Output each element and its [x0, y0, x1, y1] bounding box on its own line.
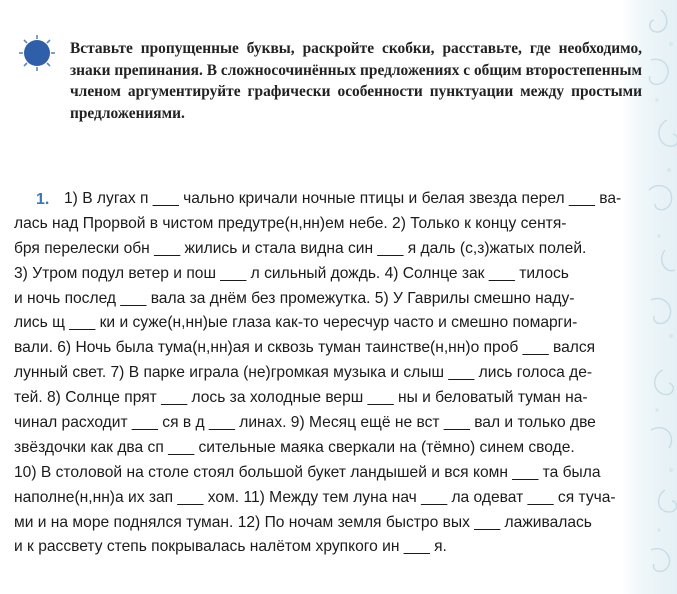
task-marker-icon — [18, 34, 56, 72]
task-instruction: Вставьте пропущенные буквы, раскройте скобки, расставьте, где необходимо, знаки препинания. В сложносочинённых предложениях с общим второстепенным членом аргументируйте графически особенности пунктуации между простыми предложениями. — [70, 40, 642, 122]
exercise-line: лунный свет. 7) В парке играла (не)громкая музыка и слыш ___ лись голоса де- — [14, 364, 593, 382]
exercise-line: 3) Утром подул ветер и пош ___ л сильный дождь. 4) Солнце зак ___ тилось — [14, 264, 569, 282]
exercise-text — [14, 187, 646, 560]
exercise-line: 1) В лугах п ___ чально кричали ночные птицы и белая звезда перел ___ ва- — [64, 190, 622, 207]
exercise-line: 10) В столовой на столе стоял большой букет ландышей и вся комн ___ та была — [14, 463, 601, 481]
exercise-line: наполне(н,нн)а их зап ___ хом. 11) Между тем луна нач ___ ла одеват ___ ся туча- — [14, 488, 616, 506]
exercise-line: бря перелески обн ___ жились и стала видна син ___ я даль (с,з)жатых полей. — [14, 239, 587, 257]
exercise-line: лись щ ___ ки и суже(н,нн)ые глаза как-то чересчур часто и смешно помарги- — [14, 314, 578, 332]
exercise-number: 1. — [36, 191, 50, 208]
exercise-line: и ночь послед ___ вала за днём без промежутка. 5) У Гаврилы смешно наду- — [14, 289, 575, 307]
exercise-line: и к рассвету степь покрывалась налётом хрупкого ин ___ я. — [14, 538, 447, 556]
exercise-line: звёздочки как два сп ___ сительные маяка сверкали на (тёмно) синем своде. — [14, 438, 575, 456]
exercise-line: чинал расходит ___ ся в д ___ линах. 9) Месяц ещё не вст ___ вал и только две — [14, 414, 596, 432]
exercise-line: вали. 6) Ночь была тума(н,нн)ая и сквозь туман таинстве(н,нн)о проб ___ вался — [14, 339, 596, 357]
exercise-line: ми и на море поднялся туман. 12) По ночам земля быстро вых ___ лаживалась — [14, 513, 592, 531]
exercise-line: тей. 8) Солнце прят ___ лось за холодные верш ___ ны и беловатый туман на- — [14, 389, 588, 407]
exercise-line: лась над Прорвой в чистом предутре(н,нн)ем небе. 2) Только к концу сентя- — [14, 214, 567, 232]
